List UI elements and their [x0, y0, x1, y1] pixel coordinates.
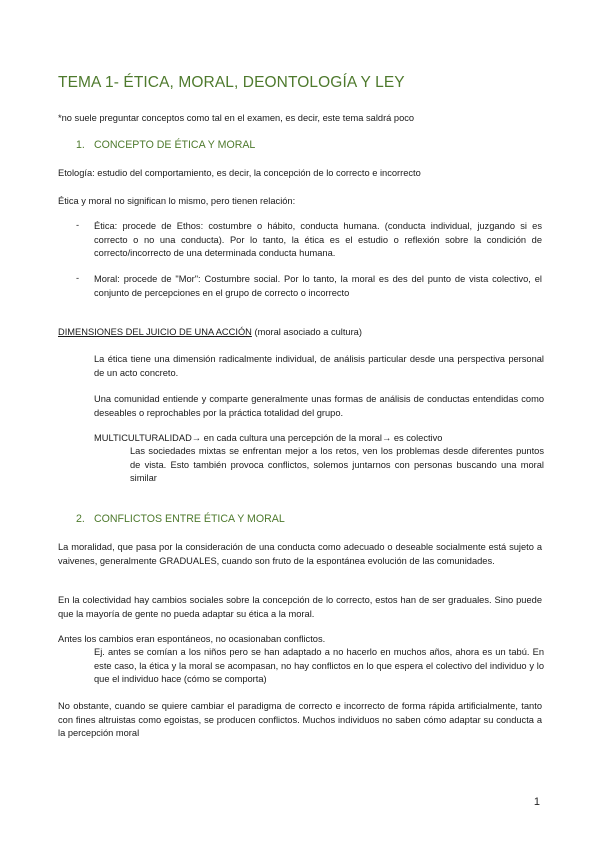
exam-note: *no suele preguntar conceptos como tal en el examen, es decir, este tema saldrá poco	[58, 113, 415, 123]
moralidad-paragraph: La moralidad, que pasa por la consideración de una conducta como adecuado o deseable socialmente está sujeto a vaivenes, generalmente GRADUALES, cuando son fruto de la espontánea evolución de las comunidades.	[58, 542, 542, 566]
multiculturalidad: MULTICULTURALIDAD→ en cada cultura una percepción de la moral→ es colectivo	[94, 433, 443, 443]
section-1-title: CONCEPTO DE ÉTICA Y MORAL	[94, 139, 256, 151]
section-2-heading	[76, 513, 285, 525]
section-1-number: 1.	[76, 139, 85, 151]
page-title: TEMA 1- ÉTICA, MORAL, DEONTOLOGÍA Y LEY	[58, 74, 405, 91]
no-obstante-paragraph: No obstante, cuando se quiere cambiar el paradigma de correcto e incorrecto de forma rápida artificialmente, tanto con fines altruistas como egoistas, se producen conflictos. Muchos individuos no saben cómo adaptar su conducta a la percepción moral	[58, 701, 542, 738]
bullet-etica: Ética: procede de Ethos: costumbre o hábito, conducta humana. (conducta individual, juzgando si es correcto o no una conducta). Por lo tanto, la ética es el estudio o reflexión sobre la condición de correcto/incorrecto de una determinada conducta humana.	[94, 221, 542, 258]
section-1-heading	[76, 139, 255, 151]
bullet-dash: -	[76, 220, 80, 230]
etica-moral-intro: Ética y moral no significan lo mismo, pero tienen relación:	[58, 196, 296, 206]
dimensiones-note: (moral asociado a cultura)	[251, 327, 362, 337]
multiculturalidad-detail: Las sociedades mixtas se enfrentan mejor a los retos, ven los problemas desde diferentes puntos de vista. Esto también provoca conflictos, solemos juntarnos con personas buscando una moral similar	[130, 446, 544, 483]
page-number: 1	[533, 796, 540, 808]
cambios-sociales-paragraph: En la colectividad hay cambios sociales sobre la concepción de lo correcto, estos han de ser graduales. Sino puede que la mayoría de gente no pueda adaptar su ética a la moral.	[58, 595, 542, 619]
dimensiones-title: DIMENSIONES DEL JUICIO DE UNA ACCIÓN	[58, 327, 252, 337]
etologia-definition: Etología: estudio del comportamiento, es decir, la concepción de lo correcto e incorrecto	[58, 168, 421, 178]
bullet-moral: Moral: procede de "Mor": Costumbre social. Por lo tanto, la moral es des del punto de vista colectivo, el conjunto de percepciones en el grupo de correcto o incorrecto	[94, 274, 542, 298]
cambios-espontaneos: Antes los cambios eran espontáneos, no ocasionaban conflictos.	[58, 634, 326, 644]
bullet-dash: -	[76, 273, 80, 283]
dimension-colectiva: Una comunidad entiende y comparte generalmente unas formas de análisis de conductas entendidas como deseables o reprochables por la práctica totalidad del grupo.	[94, 394, 544, 418]
section-2-title: CONFLICTOS ENTRE ÉTICA Y MORAL	[94, 513, 285, 525]
ejemplo-paragraph: Ej. antes se comían a los niños pero se han adaptado a no hacerlo en muchos años, ahora es un tabú. En este caso, la ética y la moral se acompasan, no hay conflictos en lo que espera el colectivo del individuo y lo que el individuo hace (cómo se comporta)	[94, 647, 544, 684]
dimension-individual: La ética tiene una dimensión radicalmente individual, de análisis particular desde una perspectiva personal de un acto concreto.	[94, 354, 544, 378]
dimensiones-heading	[58, 326, 548, 340]
section-2-number: 2.	[76, 513, 85, 525]
